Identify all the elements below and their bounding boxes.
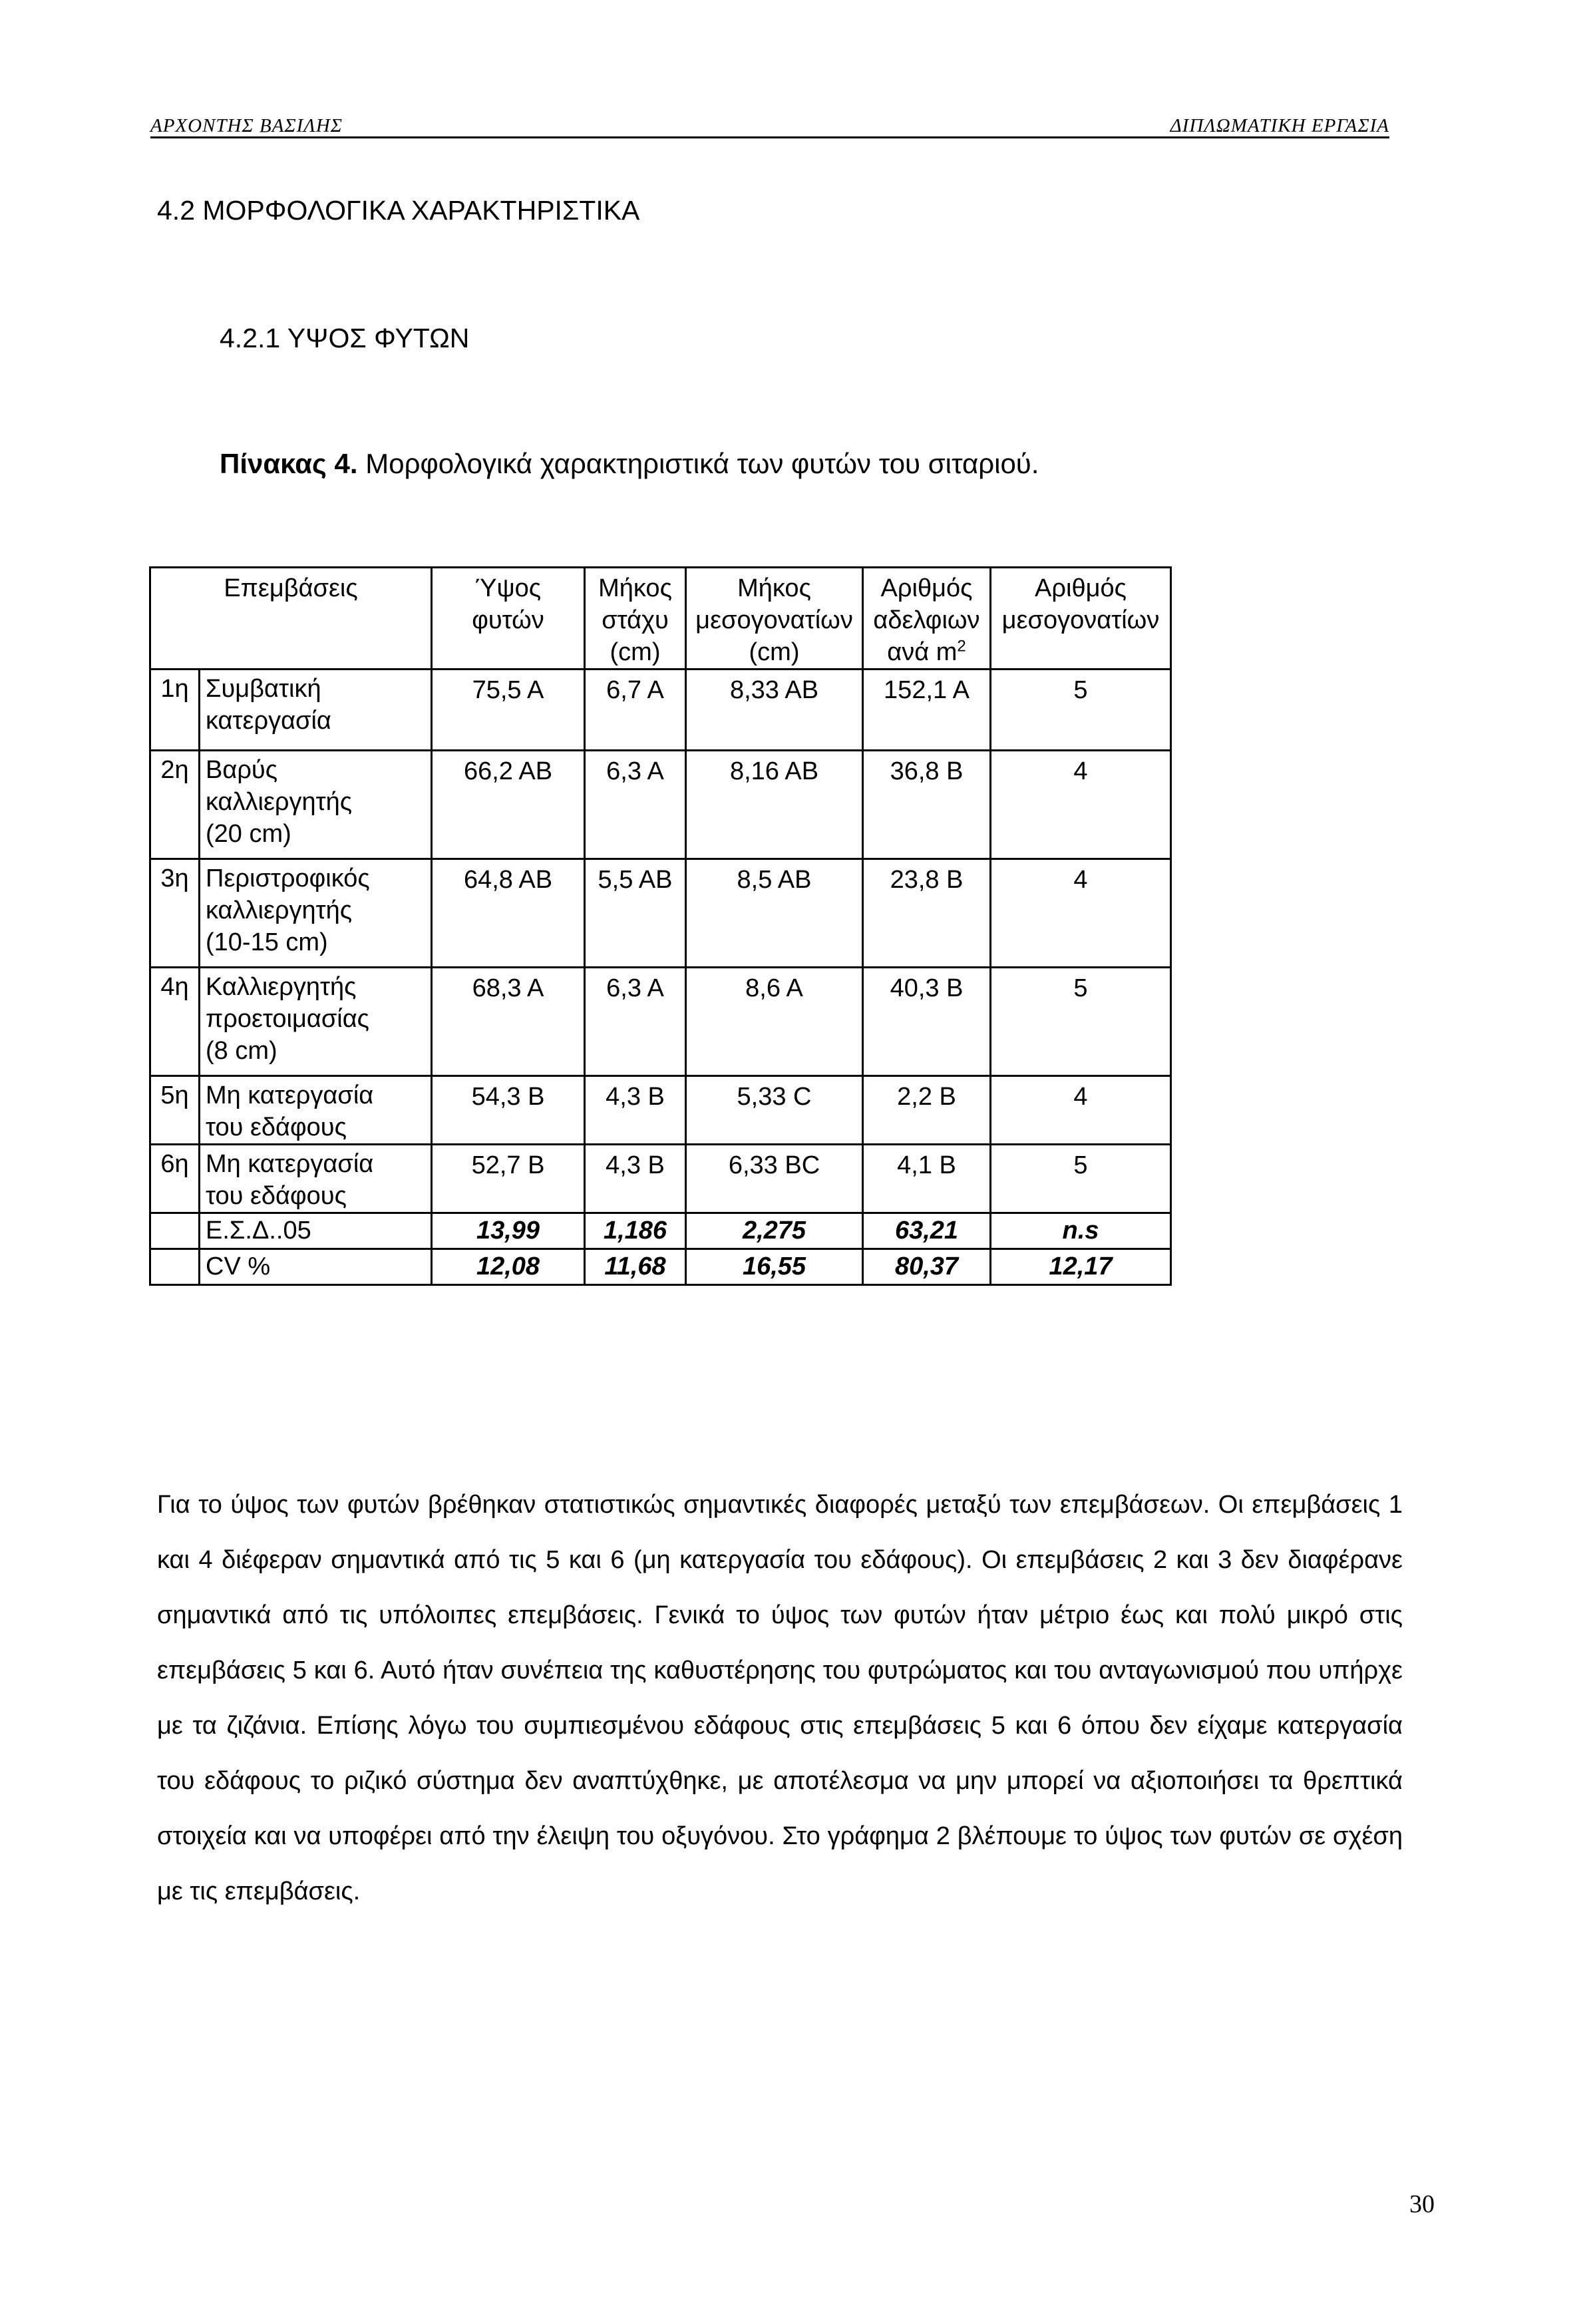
treatment-label-line: κατεργασία [206,707,331,735]
table-row [150,670,1171,751]
treatment-label [200,751,432,859]
stat-index [150,1249,200,1285]
header-line: Επεμβάσεις [224,574,358,602]
header-line: Ύψος [474,574,542,602]
treatment-index: 4η [150,968,200,1076]
table-cell: 152,1 A [863,670,991,751]
subsection-title: 4.2.1 ΥΨΟΣ ΦΥΤΩΝ [220,323,470,353]
table-row [150,968,1171,1076]
table-cell: 52,7 B [432,1145,585,1213]
treatment-label-line: καλλιεργητής [206,896,353,924]
page-number: 30 [1409,2190,1435,2218]
table-caption-text: Μορφολογικά χαρακτηριστικά των φυτών του σιταριού. [365,448,1039,479]
treatment-label-line: του εδάφους [206,1182,347,1210]
table-cell: 5 [991,968,1171,1076]
stat-cell: 12,08 [432,1249,585,1285]
treatment-label-line: Μη κατεργασία [206,1150,374,1178]
stat-cell: 16,55 [686,1249,863,1285]
treatment-label-line: (20 cm) [206,820,291,848]
table-cell: 4 [991,1076,1171,1145]
table-cell: 64,8 AB [432,859,585,968]
stat-label: CV % [200,1249,432,1285]
table-cell: 23,8 B [863,859,991,968]
treatment-index: 2η [150,751,200,859]
treatment-index: 3η [150,859,200,968]
stat-cell: 80,37 [863,1249,991,1285]
stat-cell: 1,186 [585,1213,686,1249]
table-header-cell [432,568,585,670]
treatment-label-line: (8 cm) [206,1037,277,1065]
table-cell: 8,16 AB [686,751,863,859]
treatment-index: 6η [150,1145,200,1213]
stat-cell: 2,275 [686,1213,863,1249]
section-title: 4.2 ΜΟΡΦΟΛΟΓΙΚΑ ΧΑΡΑΚΤΗΡΙΣΤΙΚΑ [157,195,640,226]
treatment-label [200,1145,432,1213]
table-header-cell [150,568,432,670]
treatment-label-line: Καλλιεργητής [206,973,357,1001]
header-line: στάχυ [602,606,669,634]
table-cell: 8,5 AB [686,859,863,968]
treatment-label [200,1076,432,1145]
running-header [150,112,1389,141]
table-cell: 75,5 A [432,670,585,751]
stat-cell: n.s [991,1213,1171,1249]
running-header-rule [150,136,1389,138]
table-row [150,751,1171,859]
treatment-label-line: του εδάφους [206,1113,347,1141]
stat-row [150,1249,1171,1285]
stat-cell: 12,17 [991,1249,1171,1285]
table-cell: 6,3 A [585,751,686,859]
treatment-label [200,670,432,751]
running-header-title: ΔΙΠΛΩΜΑΤΙΚΗ ΕΡΓΑΣΙΑ [1170,115,1389,136]
table-cell: 4 [991,859,1171,968]
header-line: Αριθμός [880,574,973,602]
table-cell: 68,3 A [432,968,585,1076]
header-line: (cm) [749,638,800,666]
table-cell: 6,3 A [585,968,686,1076]
header-line: ανά $m^2$ [887,637,966,666]
treatment-label-line: Βαρύς [206,756,278,784]
treatment-label-line: Περιστροφικός [206,865,370,892]
table-row [150,1145,1171,1213]
running-header-author: ΑΡΧΟΝΤΗΣ ΒΑΣΙΛΗΣ [150,115,343,136]
table-cell: 36,8 B [863,751,991,859]
stat-cell: 13,99 [432,1213,585,1249]
header-line: αδελφιων [873,606,980,634]
table-cell: 5 [991,670,1171,751]
table-header-row [150,568,1171,670]
table-row [150,859,1171,968]
table-cell: 5 [991,1145,1171,1213]
stat-label: Ε.Σ.Δ..05 [200,1213,432,1249]
treatment-label-line: (10-15 cm) [206,928,328,956]
table-caption [220,448,1039,480]
treatment-index: 1η [150,670,200,751]
table-cell: 4 [991,751,1171,859]
table-header-cell [585,568,686,670]
stat-index [150,1213,200,1249]
header-line: μεσογονατίων [695,606,853,634]
stat-cell: 63,21 [863,1213,991,1249]
table-cell: 6,7 A [585,670,686,751]
header-line: μεσογονατίων [1001,606,1160,634]
table-header-cell [991,568,1171,670]
header-line: Αριθμός [1035,574,1127,602]
table-header-cell [863,568,991,670]
table-cell: 2,2 B [863,1076,991,1145]
table-row [150,1076,1171,1145]
treatment-label [200,968,432,1076]
treatment-label [200,859,432,968]
table-cell: 4,3 B [585,1145,686,1213]
header-line: φυτών [472,606,544,634]
table-cell: 54,3 B [432,1076,585,1145]
treatment-label-line: προετοιμασίας [206,1005,369,1033]
table-cell: 4,1 B [863,1145,991,1213]
table-cell: 4,3 B [585,1076,686,1145]
table-cell: 5,33 C [686,1076,863,1145]
table-cell: 8,33 AB [686,670,863,751]
stat-cell: 11,68 [585,1249,686,1285]
header-line: Μήκος [598,574,672,602]
stat-row [150,1213,1171,1249]
treatment-label-line: Συμβατική [206,675,321,703]
header-superscript: 2 [957,637,966,656]
header-line: Μήκος [737,574,811,602]
table-caption-label: Πίνακας 4. [220,448,358,479]
table-cell: 8,6 A [686,968,863,1076]
table-cell: 40,3 B [863,968,991,1076]
treatment-label-line: καλλιεργητής [206,788,353,816]
table-cell: 5,5 AB [585,859,686,968]
treatment-index: 5η [150,1076,200,1145]
morphology-table [149,566,1172,1286]
treatment-label-line: Μη κατεργασία [206,1081,374,1109]
table-header-cell [686,568,863,670]
body-paragraph: Για το ύψος των φυτών βρέθηκαν στατιστικώς σημαντικές διαφορές μεταξύ των επεμβάσεων. Οι επεμβάσεις 1 και 4 διέφεραν σημαντικά από τις 5 και 6 (μη κατεργασία του εδάφους). Οι επεμβάσεις 2 και 3 δεν διαφέρανε σημαντικά από τις υπόλοιπες επεμβάσεις. Γενικά το ύψος των φυτών ήταν μέτριο έως και πολύ μικρό στις επεμβάσεις 5 και 6. Αυτό ήταν συνέπεια της καθυστέρησης του φυτρώματος και του ανταγωνισμού που υπήρχε με τα ζιζάνια. Επίσης λόγω του συμπιεσμένου εδάφους στις επεμβάσεις 5 και 6 όπου δεν είχαμε κατεργασία του εδάφους το ριζικό σύστημα δεν αναπτύχθηκε, με αποτέλεσμα να μην μπορεί να αξιοποιήσει τα θρεπτικά στοιχεία και να υποφέρει από την έλειψη του οξυγόνου. Στο γράφημα 2 βλέπουμε το ύψος των φυτών σε σχέση με τις επεμβάσεις. [157,1491,1403,1905]
table-cell: 6,33 BC [686,1145,863,1213]
table-cell: 66,2 AB [432,751,585,859]
header-line: (cm) [610,638,661,666]
